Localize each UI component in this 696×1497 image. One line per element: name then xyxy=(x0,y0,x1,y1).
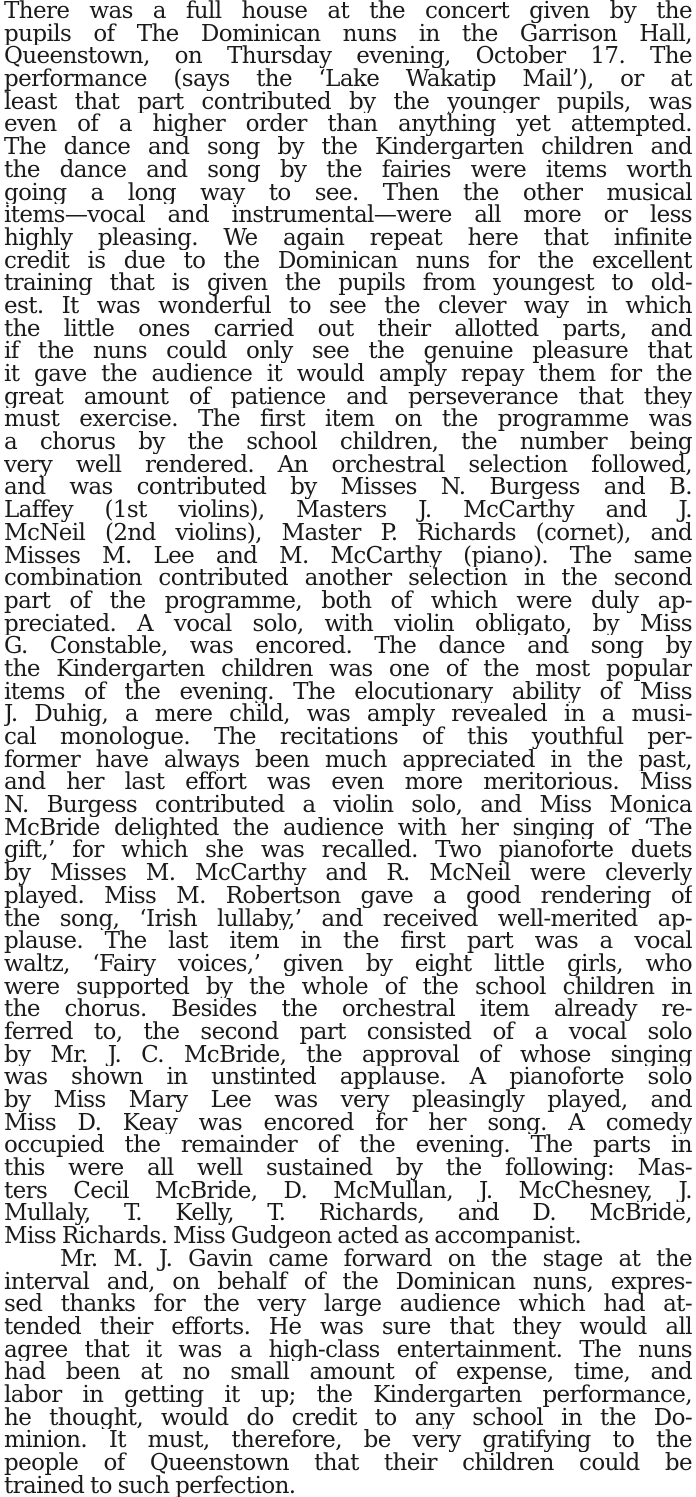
text-line: must exercise. The first item on the programme was xyxy=(4,408,692,432)
text-line: by Miss Mary Lee was very pleasingly played, and xyxy=(4,1089,692,1112)
text-line: N. Burgess contributed a violin solo, and Miss Monica xyxy=(4,794,692,817)
text-line: G. Constable, was encored. The dance and song by xyxy=(4,635,692,658)
text-line: preciated. A vocal solo, with violin obligato, by Miss xyxy=(4,612,692,636)
text-line: was shown in unstinted applause. A pianoforte solo xyxy=(4,1066,692,1089)
text-line: plause. The last item in the first part was a vocal xyxy=(4,930,692,953)
text-line: had been at no small amount of expense, time, and xyxy=(4,1361,692,1384)
text-line: McBride delighted the audience with her singing of ‘The xyxy=(4,816,692,840)
text-line: people of Queenstown that their children could be xyxy=(4,1452,692,1475)
text-line: Mr. M. J. Gavin came forward on the stage at the xyxy=(60,1247,692,1271)
text-line: if the nuns could only see the genuine pleasure that xyxy=(4,340,692,363)
text-line: the dance and song by the fairies were items worth xyxy=(4,158,692,182)
text-line: least that part contributed by the younger pupils, was xyxy=(4,90,692,114)
text-line: by Mr. J. C. McBride, the approval of whose singing xyxy=(4,1043,692,1067)
text-line: the little ones carried out their allotted parts, and xyxy=(4,317,692,341)
text-line: labor in getting it up; the Kindergarten performance, xyxy=(4,1383,692,1407)
text-line: gift,’ for which she was recalled. Two pianoforte duets xyxy=(4,839,692,863)
text-line: est. It was wonderful to see the clever way in which xyxy=(4,294,692,318)
text-line: minion. It must, therefore, be very gratifying to the xyxy=(4,1429,692,1452)
text-line: items—vocal and instrumental—were all more or less xyxy=(4,204,692,227)
text-line: training that is given the pupils from youngest to old- xyxy=(4,272,692,295)
text-line: credit is due to the Dominican nuns for the excellent xyxy=(4,249,692,273)
text-line: it gave the audience it would amply repay them for the xyxy=(4,363,692,386)
text-line: played. Miss M. Robertson gave a good rendering of xyxy=(4,884,692,908)
text-line: Queenstown, on Thursday evening, October 17. The xyxy=(4,45,692,69)
text-line: part of the programme, both of which were duly ap- xyxy=(4,589,692,613)
text-line: the Kindergarten children was one of the most popular xyxy=(4,657,692,681)
text-line: the chorus. Besides the orchestral item already re- xyxy=(4,998,692,1021)
text-line: The dance and song by the Kindergarten children and xyxy=(4,136,692,159)
text-line: trained to such perfection. xyxy=(4,1474,296,1497)
text-line: Laffey (1st violins), Masters J. McCarthy and J. xyxy=(4,499,692,522)
article-paragraph xyxy=(4,0,692,1248)
text-line: Mullaly, T. Kelly, T. Richards, and D. McBride, xyxy=(4,1202,692,1226)
article-paragraph xyxy=(4,1248,692,1497)
text-line: items of the evening. The elocutionary ability of Miss xyxy=(4,680,692,704)
text-line: great amount of patience and perseverance that they xyxy=(4,385,692,409)
newspaper-article xyxy=(4,0,692,1497)
text-line: combination contributed another selection in the second xyxy=(4,567,692,590)
text-line: he thought, would do credit to any school in the Do- xyxy=(4,1406,692,1430)
text-line: former have always been much appreciated in the past, xyxy=(4,748,692,772)
text-line: McNeil (2nd violins), Master P. Richards (cornet), and xyxy=(4,521,692,545)
text-line: very well rendered. An orchestral selection followed, xyxy=(4,453,692,477)
text-line: going a long way to see. Then the other musical xyxy=(4,181,692,205)
text-line: interval and, on behalf of the Dominican nuns, expres- xyxy=(4,1270,692,1294)
text-line: by Misses M. McCarthy and R. McNeil were cleverly xyxy=(4,862,692,885)
text-line: and her last effort was even more meritorious. Miss xyxy=(4,771,692,795)
text-line: a chorus by the school children, the number being xyxy=(4,431,692,454)
text-line: There was a full house at the concert given by the xyxy=(4,0,692,23)
text-line: waltz, ‘Fairy voices,’ given by eight little girls, who xyxy=(4,952,692,976)
text-line: cal monologue. The recitations of this youthful per- xyxy=(4,726,692,749)
text-line: occupied the remainder of the evening. The parts in xyxy=(4,1134,692,1158)
text-line: the song, ‘Irish lullaby,’ and received well-merited ap- xyxy=(4,907,692,931)
text-line: highly pleasing. We again repeat here that infinite xyxy=(4,226,692,250)
text-line: pupils of The Dominican nuns in the Garrison Hall, xyxy=(4,22,692,46)
text-line: even of a higher order than anything yet attempted. xyxy=(4,113,692,137)
text-line: ferred to, the second part consisted of a vocal solo xyxy=(4,1020,692,1044)
text-line: tended their efforts. He was sure that they would all xyxy=(4,1315,692,1339)
text-line: performance (says the ‘Lake Wakatip Mail’), or at xyxy=(4,68,692,91)
text-line: agree that it was a high-class entertainment. The nuns xyxy=(4,1338,692,1362)
text-line: were supported by the whole of the school children in xyxy=(4,975,692,999)
text-line: Miss D. Keay was encored for her song. A comedy xyxy=(4,1111,692,1135)
text-line: Misses M. Lee and M. McCarthy (piano). The same xyxy=(4,544,692,568)
text-line: Miss Richards. Miss Gudgeon acted as accompanist. xyxy=(4,1225,582,1248)
text-line: sed thanks for the very large audience which had at- xyxy=(4,1293,692,1316)
text-line: ters Cecil McBride, D. McMullan, J. McChesney, J. xyxy=(4,1179,692,1203)
text-line: this were all well sustained by the following: Mas- xyxy=(4,1157,692,1180)
text-line: and was contributed by Misses N. Burgess and B. xyxy=(4,476,692,500)
text-line: J. Duhig, a mere child, was amply revealed in a musi- xyxy=(4,703,692,726)
